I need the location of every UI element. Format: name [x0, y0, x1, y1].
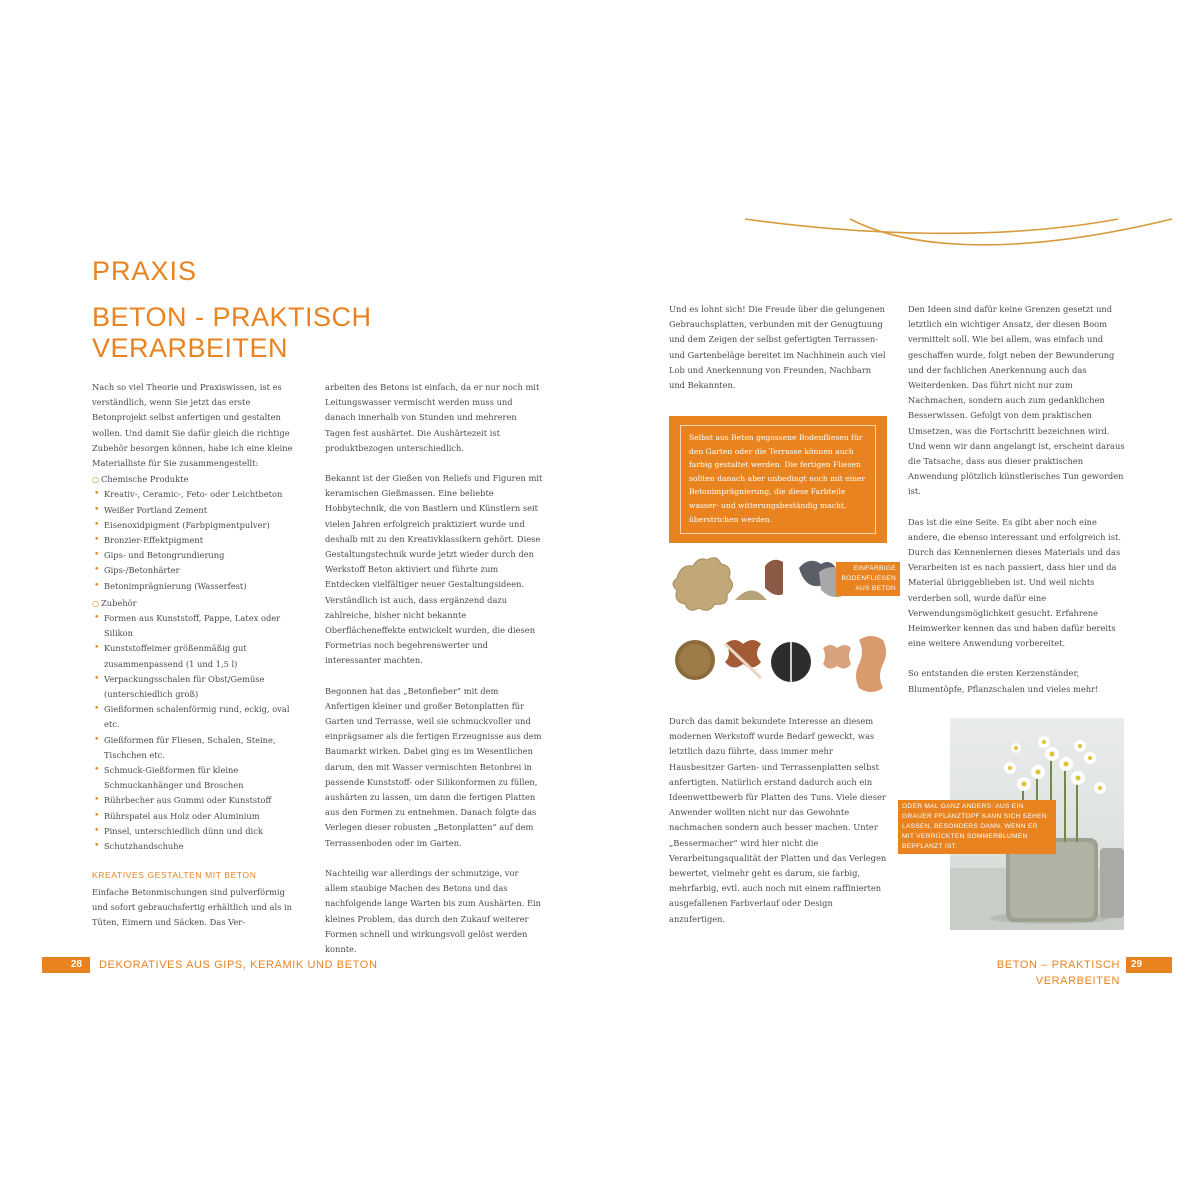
list-item: • Formen aus Kunststoff, Pappe, Latex oder Silikon — [92, 611, 302, 641]
callout-text: Selbst aus Beton gegossene Bodenfliesen für den Garten oder die Terrasse können auch farbig gestaltet werden. Die fertigen Fliesen sollten danach aber unbedingt noch mit einer Betonimprägnierung, die diese Farbteile wasser- und witterungsbeständig macht, überstrichen werden. — [680, 425, 876, 534]
page-number-left: 28 — [42, 957, 90, 973]
list-item: • Weißer Portland Zement — [92, 503, 302, 518]
list-item: • Gießformen schalenförmig rund, eckig, oval etc. — [92, 702, 302, 732]
paragraph: Das ist die eine Seite. Es gibt aber noch eine andere, die ebenso interessant und erfolgreich ist. Durch das Kennenlernen dieses Materials und das Verarbeiten ist es nach passiert, dass hier und da Material übriggeblieben ist. Und weil nichts verderben soll, wurde dafür eine Verwendungsmöglichkeit gesucht. Erfahrene Heimwerker kennen das und haben dafür bereits eine weitere Anwendung vorbereitet. — [908, 516, 1122, 649]
page-title — [92, 302, 422, 364]
subheading-paragraph: Einfache Betonmischungen sind pulverförmig und sofort gebrauchsfertig erhältlich und als in Tüten, Eimern und Säcken. Das Ver- — [92, 886, 293, 927]
list-item: • Schutzhandschuhe — [92, 839, 302, 854]
decorative-gold-lines — [740, 205, 1180, 265]
footer-running-title-left: DEKORATIVES AUS GIPS, KERAMIK UND BETON — [99, 959, 378, 971]
list-item: • Bronzier-Effektpigment — [92, 533, 302, 548]
info-callout-box — [669, 416, 887, 543]
text-column-3 — [669, 302, 887, 408]
list-item: • Eisenoxidpigment (Farbpigmentpulver) — [92, 518, 302, 533]
list-group-label: ○ Chemische Produkte — [92, 474, 189, 485]
section-label: PRAXIS — [92, 256, 198, 286]
photo-caption-label: ODER MAL GANZ ANDERS: AUS EIN GRAUER PFLANZTOPF KANN SICH SEHEN LASSEN, BESONDERS DANN, WENN ER MIT VERRÜCKTEN SOMMERBLUMEN BEPFLANZT IST. — [898, 800, 1056, 854]
list-item: • Kunststoffeimer größenmäßig gut zusammenpassend (1 und 1,5 l) — [92, 641, 302, 671]
tiles-label: EINFARBIGE BODENFLIESEN AUS BETON — [836, 562, 900, 596]
list-item: • Gießformen für Fliesen, Schalen, Steine, Tischchen etc. — [92, 733, 302, 763]
list-item: • Verpackungsschalen für Obst/Gemüse (unterschiedlich groß) — [92, 672, 302, 702]
intro-paragraph: Nach so viel Theorie und Praxiswissen, ist es verständlich, wenn Sie jetzt das erste Betonprojekt selbst anfertigen und gestalten wollen. Und damit Sie dafür gleich die richtige Zubehör besorgen können, habe ich eine kleine Materialliste für Sie zusammengestellt: — [92, 382, 293, 469]
title-line-2: VERARBEITEN — [92, 333, 289, 363]
text-column-4 — [908, 302, 1126, 712]
list-item: • Gips- und Betongrundierung — [92, 548, 302, 563]
text-column-2 — [325, 380, 543, 972]
list-item: • Schmuck-Gießformen für kleine Schmuckanhänger und Broschen — [92, 763, 302, 793]
list-item: • Kreativ-, Ceramic-, Feto- oder Leichtbeton — [92, 487, 302, 502]
paragraph: Durch das damit bekundete Interesse an diesem modernen Werkstoff wurde Bedarf geweckt, was letztlich dazu führte, dass immer mehr Hausbesitzer Garten- und Terrassenplatten selbst anfertigten. Natürlich erstand dadurch auch ein Ideenwettbewerb für Platten des Tuns. Viele dieser Anwender wollten nicht nur das Gewohnte nachmachen sondern auch besser machen. Unter „Bessermacher“ wird hier nicht die Verarbeitungsqualität der Platten und das Verlegen bewertet, vielmehr geht es darum, sie farbig, mehrfarbig, evtl. auch noch mit einem raffinierten ausgefallenen Farbverlauf oder Design anzufertigen. — [669, 716, 887, 924]
paragraph: arbeiten des Betons ist einfach, da er nur noch mit Leitungswasser vermischt werden muss und danach innerhalb von Stunden und mehreren Tagen fest aushärtet. Die Aushärtezeit ist produktbezogen unterschiedlich. — [325, 382, 540, 453]
list-item: • Gips-/Betonhärter — [92, 563, 302, 578]
list-item: • Rührbecher aus Gummi oder Kunststoff — [92, 793, 302, 808]
title-line-1: BETON - PRAKTISCH — [92, 302, 372, 332]
paragraph: Nachteilig war allerdings der schmutzige, vor allem staubige Machen des Betons und das nachfolgende lange Warten bis zum Aushärten. Ein kleines Problem, das durch den Zukauf weiterer Formen schnell und wirkungsvoll gelöst werden konnte. — [325, 867, 542, 954]
list-item: • Betonimprägnierung (Wasserfest) — [92, 579, 302, 594]
list-item: • Rührspatel aus Holz oder Aluminium — [92, 809, 302, 824]
text-column-3-lower — [669, 714, 887, 942]
paragraph: Und es lohnt sich! Die Freude über die gelungenen Gebrauchsplatten, verbunden mit der Genugtuung und dem Zeigen der selbst gefertigten Terrassen- und Gartenbeläge bereitet im Nachhinein auch viel Lob und Anerkennung von Freunden, Nachbarn und Bekannten. — [669, 304, 886, 391]
paragraph: Begonnen hat das „Betonfieber“ mit dem Anfertigen kleiner und großer Betonplatten für Garten und Terrasse, weil sie schmuckvoller und einprägsamer als die fertigen Erzeugnisse aus dem Baumarkt wirken. Dabei ging es im Wesentlichen darum, den mit Wasser vermischten Betonbrei in passende Kunststoff- oder Silikonformen zu füllen, aushärten zu lassen, um dann die fertigen Platten aus den Formen zu entnehmen. Danach folgte das Verlegen dieser robusten „Betonplatten“ auf dem Terrassenboden oder im Garten. — [325, 685, 542, 848]
paragraph: Bekannt ist der Gießen von Reliefs und Figuren mit keramischen Gießmassen. Eine beliebte Hobbytechnik, die von Bastlern und Künstlern seit vielen Jahren erfolgreich praktiziert wurde und deshalb mit zu den Kreativklassikern gehört. Diese Gestaltungstechnik wurde jetzt wieder durch den Werkstoff Beton aktiviert und führte zum Entdecken vielfältiger neuer Gestaltungsideen. Verständlich ist auch, dass ergänzend dazu zahlreiche, bisher nicht bekannte Oberflächeneffekte entwickelt wurden, die diesen Formetrias noch begehrenswerter und interessanter machten. — [325, 473, 543, 666]
text-column-1 — [92, 380, 302, 945]
subheading: KREATIVES GESTALTEN MIT BETON — [92, 870, 257, 881]
page-number-right: 29 — [1126, 957, 1172, 973]
paragraph: So entstanden die ersten Kerzenständer, Blumentöpfe, Pflanzschalen und vieles mehr! — [908, 668, 1099, 694]
paragraph: Den Ideen sind dafür keine Grenzen gesetzt und letztlich ein wichtiger Ansatz, der diesen Boom vermittelt soll. Wie bei allem, was einfach und geschaffen wurde, folgt neben der Bewunderung und der fachlichen Anerkennung auch das Weiterdenken. Das führt nicht nur zum Nachmachen, sondern auch zum gedanklichen Besserwissen. Gefolgt von dem praktischen Umsetzen, was die Fortschritt bezeichnen wird. Und wenn wir dann angelangt ist, erscheint daraus die Tatsache, dass aus dieser praktischen Anwendung plötzlich künstlerisches Tun geworden ist. — [908, 304, 1125, 497]
footer-running-title-right: BETON – PRAKTISCH VERARBEITEN — [996, 959, 1120, 987]
material-list-chemical — [92, 472, 302, 594]
list-item: • Pinsel, unterschiedlich dünn und dick — [92, 824, 302, 839]
material-list-accessories — [92, 596, 302, 854]
list-group-label: ○ Zubehör — [92, 597, 137, 608]
